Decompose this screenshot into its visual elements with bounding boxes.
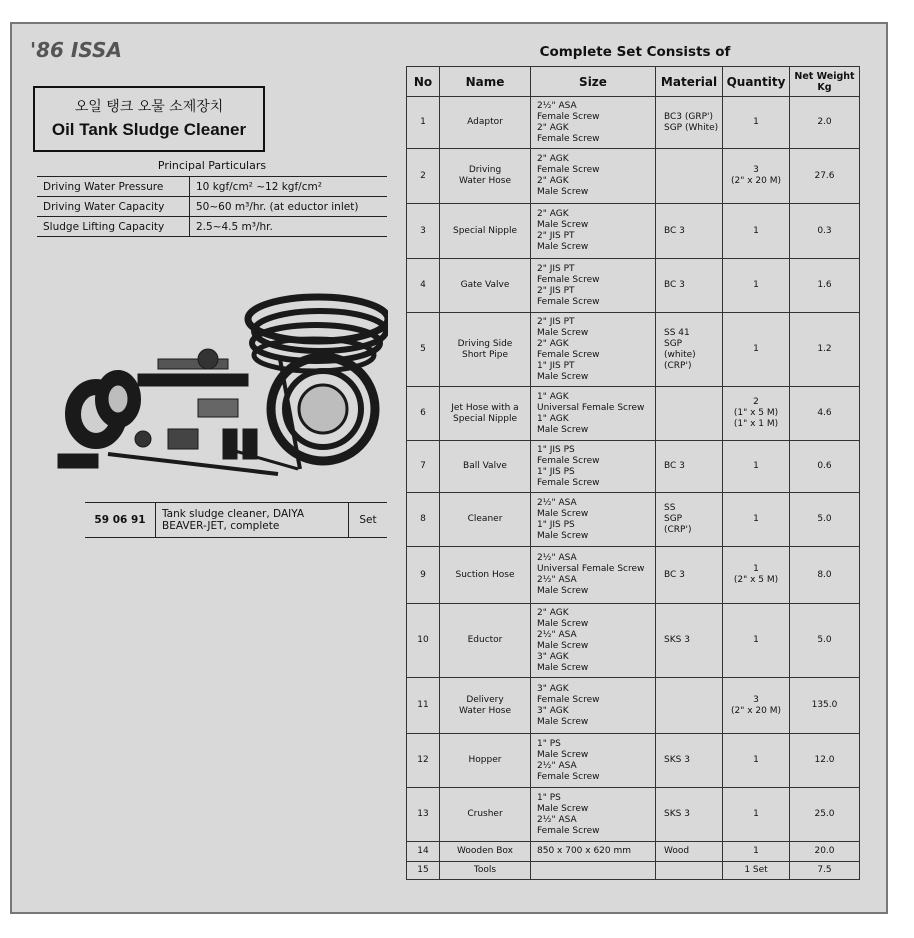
set-row-weight: 0.3 [790,204,860,259]
set-row-name: Driving Side Short Pipe [440,313,531,387]
header-net-weight-unit: Kg [817,81,832,93]
set-row-weight: 5.0 [790,604,860,678]
set-header-row [407,67,860,97]
particular-row [37,217,387,237]
set-row-no: 1 [407,97,440,149]
set-row-quantity: 1 [723,441,790,493]
set-row-size: 2" AGK Female Screw 2" AGK Male Screw [531,149,656,204]
set-row-size: 1" PS Male Screw 2½" ASA Female Screw [531,734,656,788]
order-description: Tank sludge cleaner, DAIYA BEAVER-JET, complete [156,503,349,538]
set-row-quantity: 1 [723,259,790,313]
set-row-material: SKS 3 [656,734,723,788]
set-row-size: 2" JIS PT Female Screw 2" JIS PT Female Screw [531,259,656,313]
set-row [407,313,860,387]
set-row-quantity: 3 (2" x 20 M) [723,149,790,204]
set-row-size: 3" AGK Female Screw 3" AGK Male Screw [531,678,656,734]
set-row-quantity: 2 (1" x 5 M) (1" x 1 M) [723,387,790,441]
set-row-quantity: 1 [723,97,790,149]
set-row-name: Crusher [440,788,531,842]
header-quantity: Quantity [723,67,790,97]
set-row-material [656,678,723,734]
set-row-size: 1" PS Male Screw 2½" ASA Female Screw [531,788,656,842]
principal-particulars-table [37,176,387,237]
set-row-size [531,862,656,880]
complete-set-table [406,66,860,880]
set-row-weight: 5.0 [790,493,860,547]
set-table-body [407,97,860,880]
order-unit: Set [349,503,388,538]
set-row-quantity: 1 [723,204,790,259]
header-name: Name [440,67,531,97]
set-row-no: 11 [407,678,440,734]
set-row-size: 1" AGK Universal Female Screw 1" AGK Male Screw [531,387,656,441]
set-row [407,387,860,441]
header-material: Material [656,67,723,97]
product-photo [48,279,388,479]
set-row-material: SS 41 SGP (white) (CRP') [656,313,723,387]
set-row-no: 10 [407,604,440,678]
set-row-weight: 135.0 [790,678,860,734]
set-row-material [656,149,723,204]
set-row-no: 12 [407,734,440,788]
set-row-quantity: 1 [723,493,790,547]
set-row-name: Eductor [440,604,531,678]
set-row-name: Wooden Box [440,842,531,862]
set-row-weight: 20.0 [790,842,860,862]
set-row-material: SKS 3 [656,604,723,678]
set-row-quantity: 1 (2" x 5 M) [723,547,790,604]
set-row [407,493,860,547]
set-row [407,842,860,862]
particular-value: 2.5~4.5 m³/hr. [190,217,388,237]
set-row-size: 2½" ASA Female Screw 2" AGK Female Screw [531,97,656,149]
set-row-weight: 8.0 [790,547,860,604]
title-korean: 오일 탱크 오물 소제장치 [74,99,224,115]
set-row-size: 2" JIS PT Male Screw 2" AGK Female Screw 1" JIS PT Male Screw [531,313,656,387]
header-size: Size [531,67,656,97]
set-row-weight: 0.6 [790,441,860,493]
set-row-material: BC 3 [656,204,723,259]
set-row-weight: 25.0 [790,788,860,842]
particular-row [37,177,387,197]
set-row-weight: 2.0 [790,97,860,149]
title-english: Oil Tank Sludge Cleaner [51,120,247,139]
set-row-name: Jet Hose with a Special Nipple [440,387,531,441]
set-row-material: BC 3 [656,441,723,493]
header-net-weight-label: Net Weight [794,70,855,82]
set-row-no: 15 [407,862,440,880]
set-row [407,97,860,149]
set-row [407,441,860,493]
header-net-weight [790,67,860,97]
particular-row [37,197,387,217]
title-box [33,86,265,152]
set-row-material: SS SGP (CRP') [656,493,723,547]
set-row-weight: 1.6 [790,259,860,313]
set-row-no: 4 [407,259,440,313]
header-no: No [407,67,440,97]
set-row-material: Wood [656,842,723,862]
set-row-quantity: 3 (2" x 20 M) [723,678,790,734]
particular-label: Driving Water Pressure [37,177,190,197]
set-row-material: BC 3 [656,547,723,604]
set-row [407,604,860,678]
set-row-material [656,862,723,880]
set-row-size: 2" AGK Male Screw 2" JIS PT Male Screw [531,204,656,259]
set-row-name: Gate Valve [440,259,531,313]
set-row-size: 850 x 700 x 620 mm [531,842,656,862]
set-row-no: 8 [407,493,440,547]
issa-tag: '86 ISSA [30,38,122,62]
set-row-weight: 1.2 [790,313,860,387]
set-row-size: 2½" ASA Male Screw 1" JIS PS Male Screw [531,493,656,547]
set-row-no: 7 [407,441,440,493]
set-row-weight: 27.6 [790,149,860,204]
set-row-name: Cleaner [440,493,531,547]
order-row [85,503,387,538]
set-row-name: Delivery Water Hose [440,678,531,734]
set-row-name: Tools [440,862,531,880]
set-row-name: Suction Hose [440,547,531,604]
particular-value: 50~60 m³/hr. (at eductor inlet) [190,197,388,217]
set-row-name: Hopper [440,734,531,788]
set-row-quantity: 1 [723,734,790,788]
set-row-weight: 12.0 [790,734,860,788]
set-row [407,734,860,788]
order-code: 59 06 91 [85,503,156,538]
set-row-no: 3 [407,204,440,259]
set-row-name: Adaptor [440,97,531,149]
principal-particulars-heading: Principal Particulars [157,159,267,172]
set-row-name: Ball Valve [440,441,531,493]
set-row [407,788,860,842]
set-row-quantity: 1 [723,313,790,387]
set-row-no: 9 [407,547,440,604]
set-table-title: Complete Set Consists of [539,44,731,60]
set-row-no: 2 [407,149,440,204]
set-row-no: 5 [407,313,440,387]
set-row [407,259,860,313]
set-row-no: 14 [407,842,440,862]
set-row-quantity: 1 Set [723,862,790,880]
set-row-no: 13 [407,788,440,842]
set-row [407,149,860,204]
set-row [407,678,860,734]
set-row-material [656,387,723,441]
set-row-size: 2½" ASA Universal Female Screw 2½" ASA Male Screw [531,547,656,604]
set-row-name: Driving Water Hose [440,149,531,204]
catalog-page [10,22,888,914]
set-row [407,547,860,604]
set-row-size: 2" AGK Male Screw 2½" ASA Male Screw 3" AGK Male Screw [531,604,656,678]
order-table [85,502,387,538]
set-row-quantity: 1 [723,788,790,842]
set-row-material: SKS 3 [656,788,723,842]
set-row [407,204,860,259]
particular-label: Sludge Lifting Capacity [37,217,190,237]
set-row-material: BC3 (GRP') SGP (White) [656,97,723,149]
set-row-quantity: 1 [723,842,790,862]
set-row-no: 6 [407,387,440,441]
set-row-weight: 4.6 [790,387,860,441]
set-row-weight: 7.5 [790,862,860,880]
particular-value: 10 kgf/cm² ~12 kgf/cm² [190,177,388,197]
particular-label: Driving Water Capacity [37,197,190,217]
set-row [407,862,860,880]
set-row-quantity: 1 [723,604,790,678]
set-row-name: Special Nipple [440,204,531,259]
set-row-material: BC 3 [656,259,723,313]
set-row-size: 1" JIS PS Female Screw 1" JIS PS Female Screw [531,441,656,493]
